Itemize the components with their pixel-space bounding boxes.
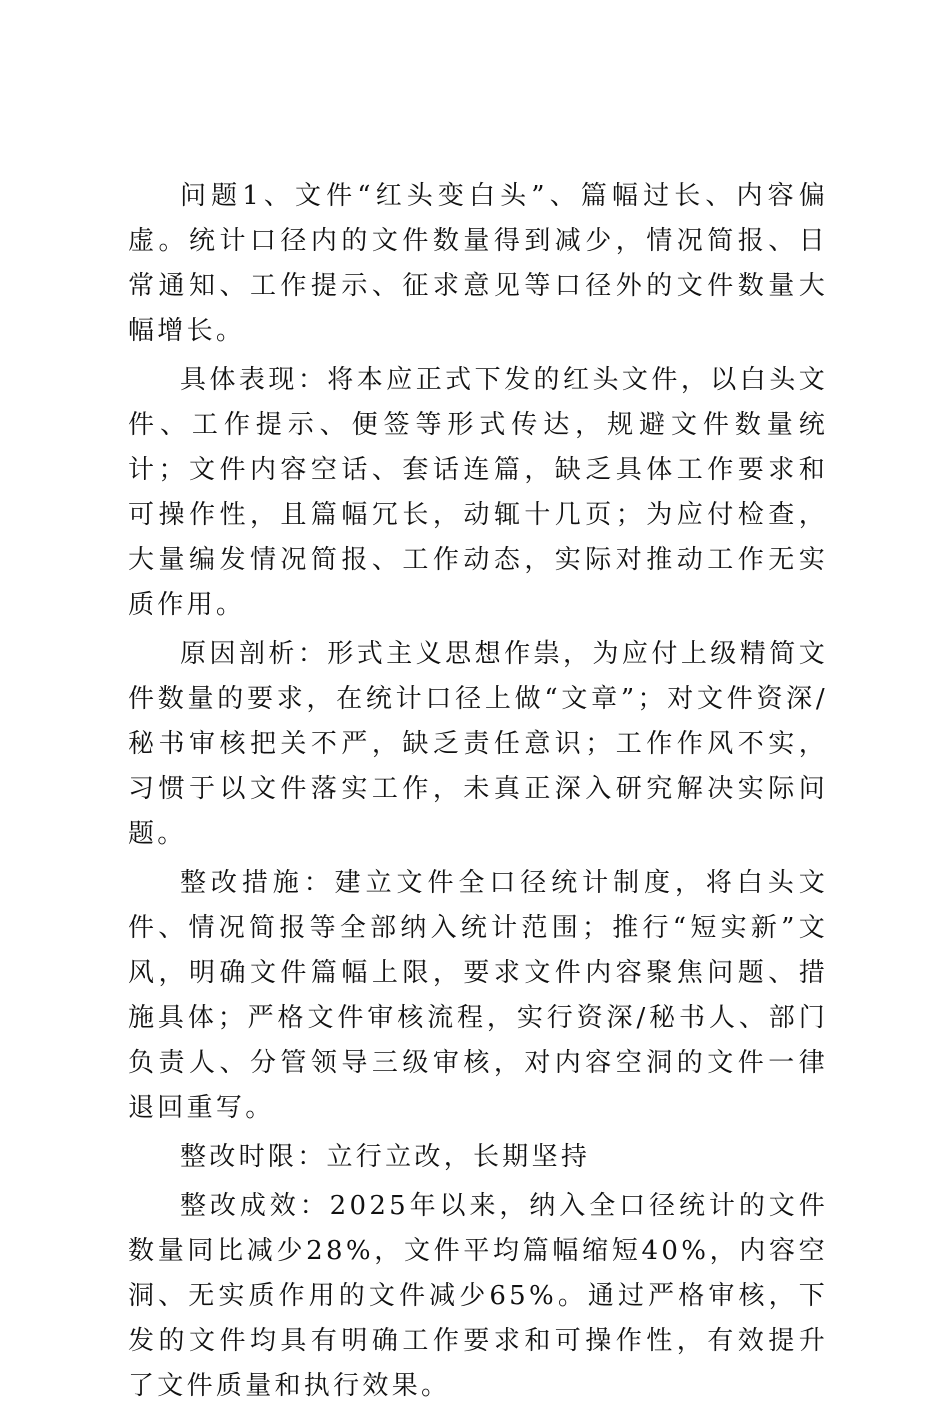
document-body [128,174,828,1413]
paragraph-rectification-measures: 整改措施：建立文件全口径统计制度，将白头文件、情况简报等全部纳入统计范围；推行“短实新”文风，明确文件篇幅上限，要求文件内容聚焦问题、措施具体；严格文件审核流程，实行资深/秘书人、部门负责人、分管领导三级审核，对内容空洞的文件一律退回重写。 [128,868,828,1123]
paragraph-rectification-results: 整改成效：2025年以来，纳入全口径统计的文件数量同比减少28%，文件平均篇幅缩短40%，内容空洞、无实质作用的文件减少65%。通过严格审核，下发的文件均具有明确工作要求和可操作性，有效提升了文件质量和执行效果。 [128,1191,828,1401]
paragraph-problem: 问题1、文件“红头变白头”、篇幅过长、内容偏虚。统计口径内的文件数量得到减少，情况简报、日常通知、工作提示、征求意见等口径外的文件数量大幅增长。 [128,181,828,346]
paragraph-manifestation: 具体表现：将本应正式下发的红头文件，以白头文件、工作提示、便签等形式传达，规避文件数量统计；文件内容空话、套话连篇，缺乏具体工作要求和可操作性，且篇幅冗长，动辄十几页；为应付检查，大量编发情况简报、工作动态，实际对推动工作无实质作用。 [128,365,828,620]
paragraph-rectification-deadline: 整改时限：立行立改，长期坚持 [180,1142,591,1172]
paragraph-cause-analysis: 原因剖析：形式主义思想作祟，为应付上级精简文件数量的要求，在统计口径上做“文章”；对文件资深/秘书审核把关不严，缺乏责任意识；工作作风不实，习惯于以文件落实工作，未真正深入研究解决实际问题。 [128,639,828,849]
